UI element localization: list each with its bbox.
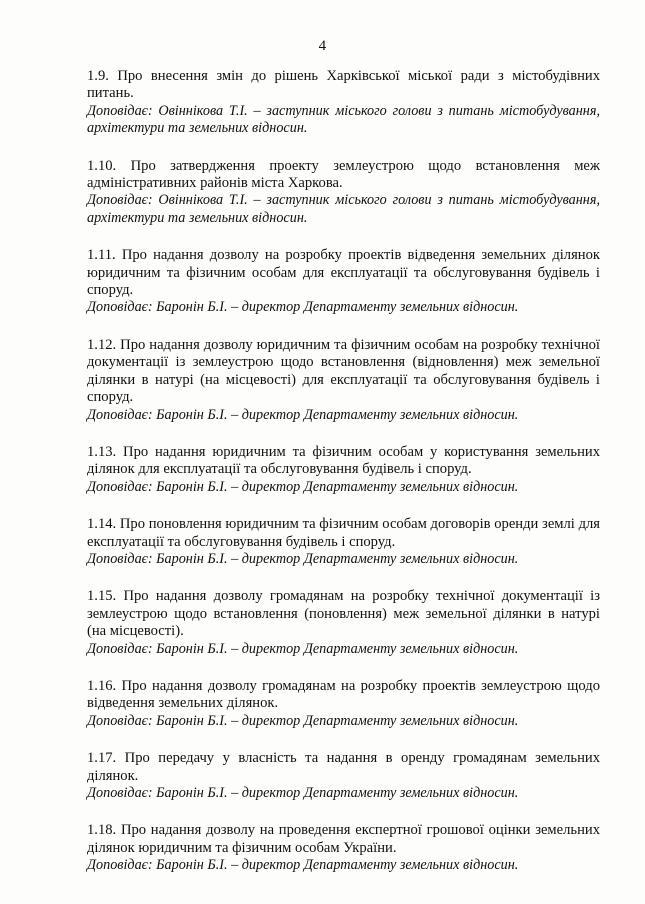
agenda-item-text: Про передачу у власність та надання в оренду громадянам земельних ділянок.	[87, 750, 600, 784]
agenda-item-text: Про надання дозволу юридичним та фізичним особам на розробку технічної документації із землеустрою щодо встановлення (відновлення) меж земельної ділянки в натурі (на місцевості) для експлуатації та обслуговування будівель і споруд.	[87, 336, 600, 406]
agenda-item-text: Про поновлення юридичним та фізичним особам договорів оренди землі для експлуатації та обслуговування будівель і споруд.	[87, 516, 600, 550]
agenda-item-text: Про внесення змін до рішень Харківської міської ради з містобудівних питань.	[87, 68, 600, 102]
agenda-item-1-18	[87, 822, 600, 874]
agenda-item-title	[87, 516, 600, 551]
agenda-item-speaker: Доповідає: Овіннікова Т.І. – заступник міського голови з питань містобудування, архітектури та земельних відносин.	[87, 192, 600, 226]
agenda-item-1-10	[87, 158, 600, 228]
agenda-item-text: Про надання дозволу громадянам на розробку проектів землеустрою щодо відведення земельних ділянок.	[87, 677, 600, 712]
agenda-item-speaker: Доповідає: Баронін Б.І. – директор Департаменту земельних відносин.	[87, 550, 519, 567]
agenda-item-title	[87, 158, 600, 193]
agenda-item-title	[87, 678, 600, 713]
agenda-item-title	[87, 822, 600, 857]
agenda-item-title	[87, 68, 600, 103]
agenda-item-text: Про надання дозволу на розробку проектів відведення земельних ділянок юридичним та фізичним особам для експлуатації та обслуговування будівель і споруд.	[87, 247, 601, 299]
agenda-item-text: Про затвердження проекту землеустрою щодо встановлення меж адміністративних районів міста Харкова.	[87, 157, 600, 192]
page-number: 4	[318, 38, 327, 54]
agenda-item-title	[87, 247, 600, 299]
agenda-item-speaker: Доповідає: Баронін Б.І. – директор Департаменту земельних відносин.	[87, 640, 519, 657]
agenda-list	[87, 68, 600, 895]
agenda-item-1-17	[87, 750, 600, 802]
agenda-item-title	[87, 750, 600, 785]
agenda-item-1-16	[87, 678, 600, 730]
agenda-item-1-11	[87, 247, 600, 317]
agenda-item-speaker: Доповідає: Баронін Б.І. – директор Департаменту земельних відносин.	[87, 785, 519, 801]
agenda-item-number: 1.17.	[87, 750, 117, 767]
agenda-item-number: 1.16.	[87, 677, 117, 694]
agenda-item-1-15	[87, 588, 600, 658]
agenda-item-1-14	[87, 516, 600, 568]
agenda-item-number: 1.10.	[87, 157, 117, 174]
agenda-item-number: 1.18.	[87, 822, 117, 839]
agenda-item-number: 1.15.	[87, 588, 117, 605]
agenda-item-text: Про надання дозволу на проведення експертної грошової оцінки земельних ділянок юридичним та фізичним особам України.	[87, 822, 601, 856]
agenda-item-speaker: Доповідає: Баронін Б.І. – директор Департаменту земельних відносин.	[87, 478, 519, 495]
agenda-item-1-13	[87, 444, 600, 496]
agenda-item-speaker: Доповідає: Баронін Б.І. – директор Департаменту земельних відносин.	[87, 712, 519, 729]
agenda-item-text: Про надання юридичним та фізичним особам у користування земельних ділянок для експлуатації та обслуговування будівель і споруд.	[87, 443, 600, 478]
agenda-item-number: 1.12.	[87, 336, 117, 353]
agenda-item-speaker: Доповідає: Баронін Б.І. – директор Департаменту земельних відносин.	[87, 299, 519, 316]
agenda-item-number: 1.14.	[87, 516, 117, 533]
agenda-item-number: 1.11.	[87, 247, 116, 264]
agenda-item-number: 1.13.	[87, 443, 117, 460]
agenda-item-speaker: Доповідає: Баронін Б.І. – директор Департаменту земельних відносин.	[87, 857, 519, 874]
agenda-item-number: 1.9.	[87, 68, 109, 84]
agenda-item-title	[87, 444, 600, 479]
agenda-item-speaker: Доповідає: Овіннікова Т.І. – заступник міського голови з питань містобудування, архітектури та земельних відносин.	[87, 102, 600, 137]
agenda-item-speaker: Доповідає: Баронін Б.І. – директор Департаменту земельних відносин.	[87, 406, 519, 423]
agenda-item-title	[87, 588, 600, 640]
agenda-item-text: Про надання дозволу громадянам на розробку технічної документації із землеустрою щодо встановлення (поновлення) меж земельної ділянки в натурі (на місцевості).	[87, 588, 600, 640]
agenda-item-title	[87, 337, 600, 407]
agenda-item-1-12	[87, 337, 600, 424]
agenda-item-1-9	[87, 68, 600, 138]
